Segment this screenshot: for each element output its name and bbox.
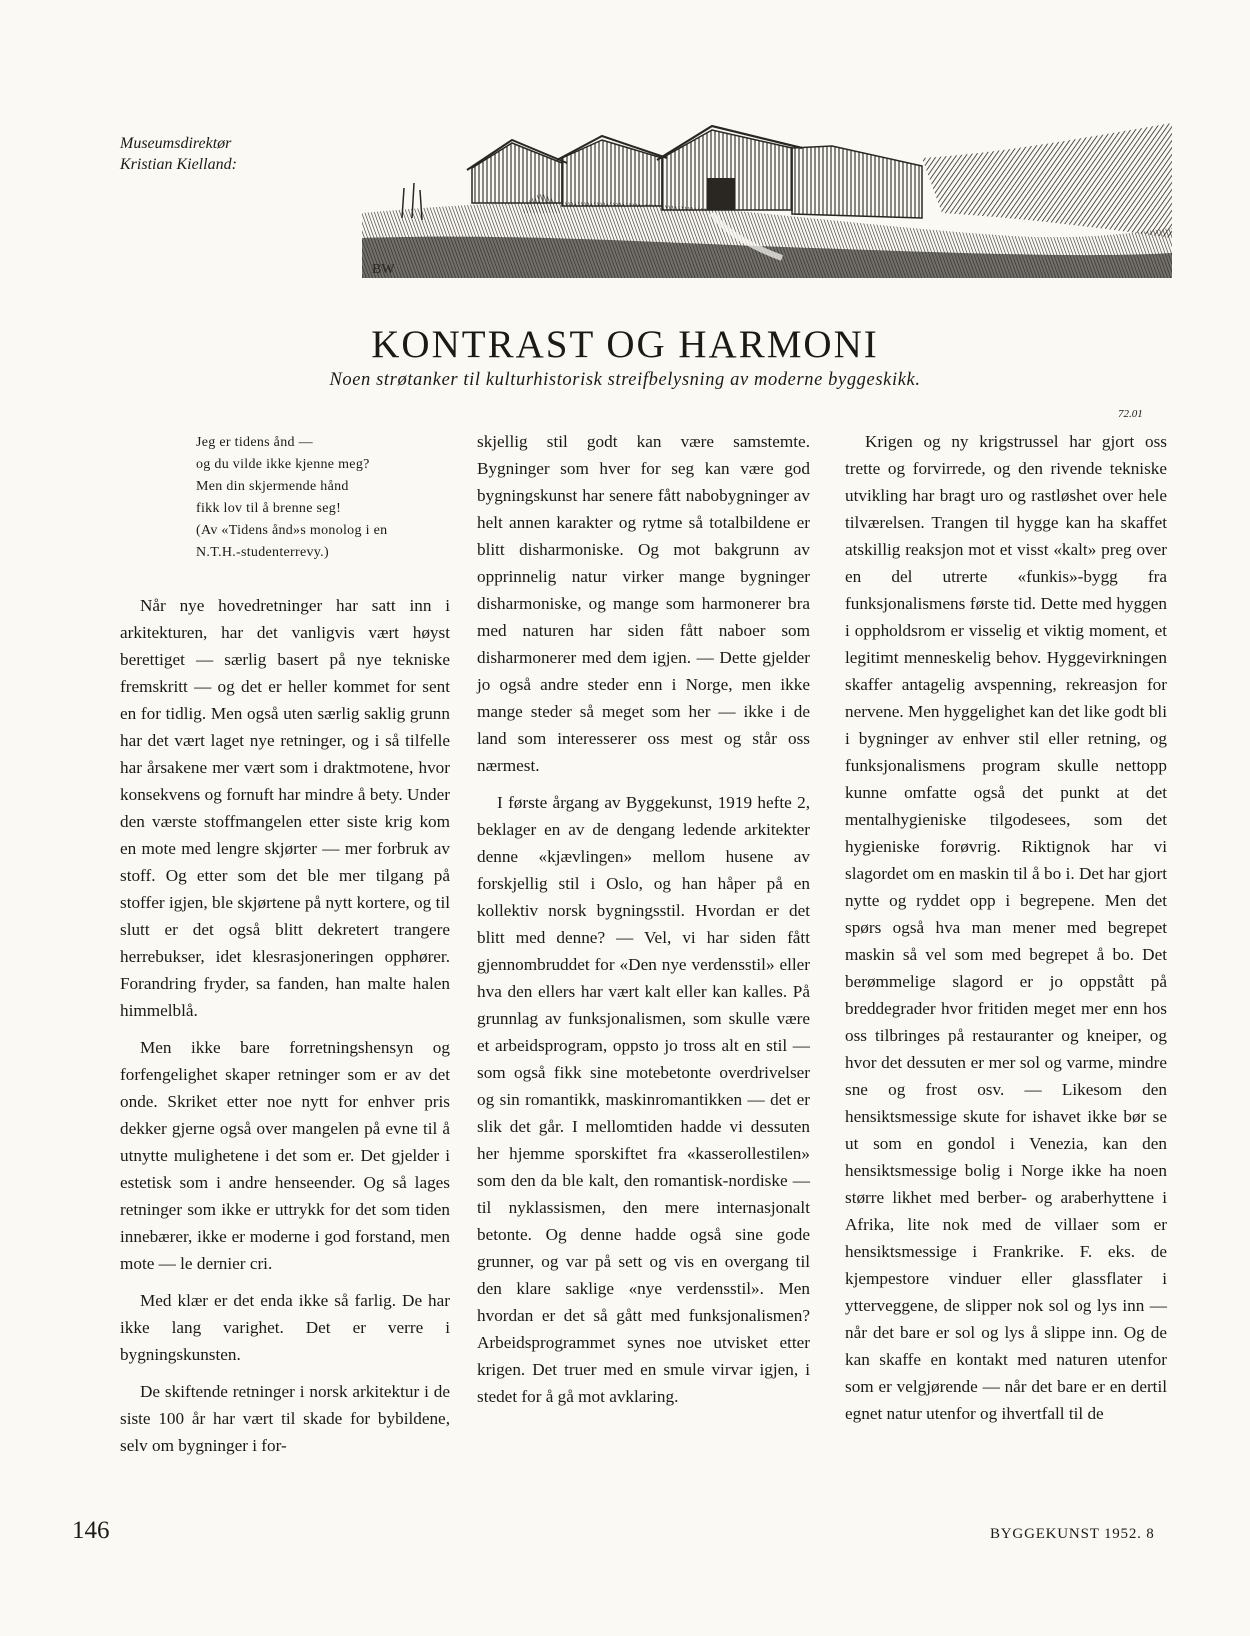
author-role: Museumsdirektør <box>120 135 232 152</box>
classification-code: 72.01 <box>1118 408 1143 420</box>
paragraph: Når nye hovedretninger har satt inn i arkitekturen, har det vanligvis vært høyst berettiget — særlig basert på nye tekniske fremskritt — og det er heller kommet for sent en for tidlig. Men også uten særlig saklig grunn har det vært laget nye retninger, og i så tilfelle har årsakene mer vært som i draktmotene, hvor konsekvens og fornuft har mindre å bety. Under den værste stoffmangelen etter siste krig kom en mote med lengre skjørter — mer forbruk av stoff. Og etter som det ble mer tilgang på stoffer igjen, ble skjørtene på nytt kortere, og til slutt er det også blitt dekretert trangere herrebukser, idet klesrasjoneringen opphører. Forandring fryder, sa fanden, han malte halen himmelblå. <box>120 596 450 1020</box>
epigraph-line: og du vilde ikke kjenne meg? <box>196 457 370 472</box>
paragraph: I første årgang av Byggekunst, 1919 hefte 2, beklager en av de dengang ledende arkitekter denne «kjævlingen» mellom husene av forskjellig stil i Oslo, og han håper på en kollektiv norsk bygningsstil. Hvordan er det blitt med denne? — Vel, vi har siden fått gjennombruddet for «Den nye verdensstil» eller hva den ellers har vært kalt eller kan kalles. På grunnlag av funksjonalismen, som skulle være et arbeidsprogram, oppsto jo tross alt en stil — som også fikk sine motebetonte overdrivelser og sin romantikk, maskinromantikken — det er slik det går. I mellomtiden hadde vi dessuten her hjemme sporskiftet fra «kasserollestilen» som den da ble kalt, den romantisk-nordiske — til nyklassismen, den mere internasjonalt betonte. Og denne hadde også sine gode grunner, og var på sett og vis en overgang til den klare saklige «nye verdensstil». Men hvordan er det så gått med funksjonalismen? Arbeidsprogrammet synes noe utvisket etter krigen. Det truer med en smule virvar igjen, i stedet for å gå mot avklaring. <box>477 793 810 1406</box>
epigraph-line: (Av «Tidens ånd»s monolog i en <box>196 523 388 538</box>
epigraph-line: N.T.H.-studenterrevy.) <box>196 545 329 560</box>
journal-footer: BYGGEKUNST 1952. 8 <box>990 1526 1155 1542</box>
epigraph <box>196 432 450 564</box>
paragraph: Krigen og ny krigstrussel har gjort oss trette og forvirrede, og den rivende tekniske utvikling har bragt uro og rastløshet over hele tilværelsen. Trangen til hygge kan ha skaffet atskillig reaksjon mot et visst «kalt» preg over en del utrerte «funkis»-bygg fra funksjonalismens første tid. Dette med hyggen i oppholdsrom er visselig et viktig moment, et legitimt menneskelig behov. Hyggevirkningen skaffer antagelig avspenning, rekreasjon for nervene. Men hyggelighet kan det like godt bli i bygninger av enhver stil eller retning, og funksjonalismens program skulle nettopp kunne omfatte også det punkt at det mentalhygieniske tilgodesees, som det hygieniske forøvrig. Riktignok har vi slagordet om en maskin til å bo i. Det har gjort nytte og ryddet opp i begrepene. Men det spørs også hva man mener med begrepet maskin så vel som med begrepet å bo. Det berømmelige slagord er jo oppstått på breddegrader hvor fritiden meget mer enn hos oss tilbringes på restauranter og kneiper, og hvor det dessuten er mer sol og varme, mindre sne og frost osv. — Likesom den hensiktsmessige skute for ishavet ikke bør se ut som en gondol i Venezia, kan den hensiktsmessige bolig i Norge ikke ha noen større likhet med berber- og araberhyttene i Afrika, lite nok med de villaer som er hensiktsmessige i Frankrike. F. eks. de kjempestore vinduer eller glassflater i ytterveggene, de slipper nok sol og lys inn — når det bare er sol og lys å slippe inn. Og de kan skaffe en kontakt med naturen utenfor som er velgjørende — når det bare er en dertil egnet natur utenfor og ihvertfall til de <box>845 432 1167 1423</box>
text-column-1 <box>120 428 450 1469</box>
paragraph: Med klær er det enda ikke så farlig. De har ikke lang varighet. Det er verre i bygningskunsten. <box>120 1291 450 1364</box>
paragraph: Men ikke bare forretningshensyn og forfengelighet skaper retninger som er av det onde. Skriket etter noe nytt for enhver pris dekker gjerne også over mangelen på evne til å utnytte mulighetene i det som er. Det gjelder i estetisk som i andre henseender. Og så lages retninger som ikke er uttrykk for det som tiden innebærer, ikke er moderne i god forstand, men mote — le dernier cri. <box>120 1038 450 1273</box>
illustration-signature: BW <box>372 262 395 277</box>
text-column-3 <box>845 428 1167 1437</box>
article-subtitle: Noen strøtanker til kulturhistorisk streifbelysning av moderne byggeskikk. <box>329 370 921 390</box>
paragraph: skjellig stil godt kan være samstemte. Bygninger som hver for seg kan være god bygningskunst har senere fått nabobygninger av helt annen karakter og rytme så totalbildene er blitt disharmoniske. Og mot bakgrunn av opprinnelig natur virker mange bygninger disharmoniske, og mange som harmonerer bra med naturen har siden fått naboer som disharmonerer med dem igjen. — Dette gjelder jo også andre steder enn i Norge, men ikke mange steder så meget som her — ikke i de land som interesserer oss mest og står oss nærmest. <box>477 432 810 775</box>
article-title: KONTRAST OG HARMONI <box>371 323 879 366</box>
text-column-2 <box>477 428 810 1420</box>
author-name: Kristian Kielland: <box>120 156 237 173</box>
epigraph-line: Men din skjermende hånd <box>196 479 349 494</box>
epigraph-line: Jeg er tidens ånd — <box>196 435 313 450</box>
paragraph: De skiftende retninger i norsk arkitektur i de siste 100 år har vært til skade for bybildene, selv om bygninger i for- <box>120 1382 450 1455</box>
page-number: 146 <box>72 1517 110 1544</box>
farmhouse-sketch-illustration <box>362 118 1172 290</box>
epigraph-line: fikk lov til å brenne seg! <box>196 501 342 516</box>
author-byline <box>120 133 237 175</box>
